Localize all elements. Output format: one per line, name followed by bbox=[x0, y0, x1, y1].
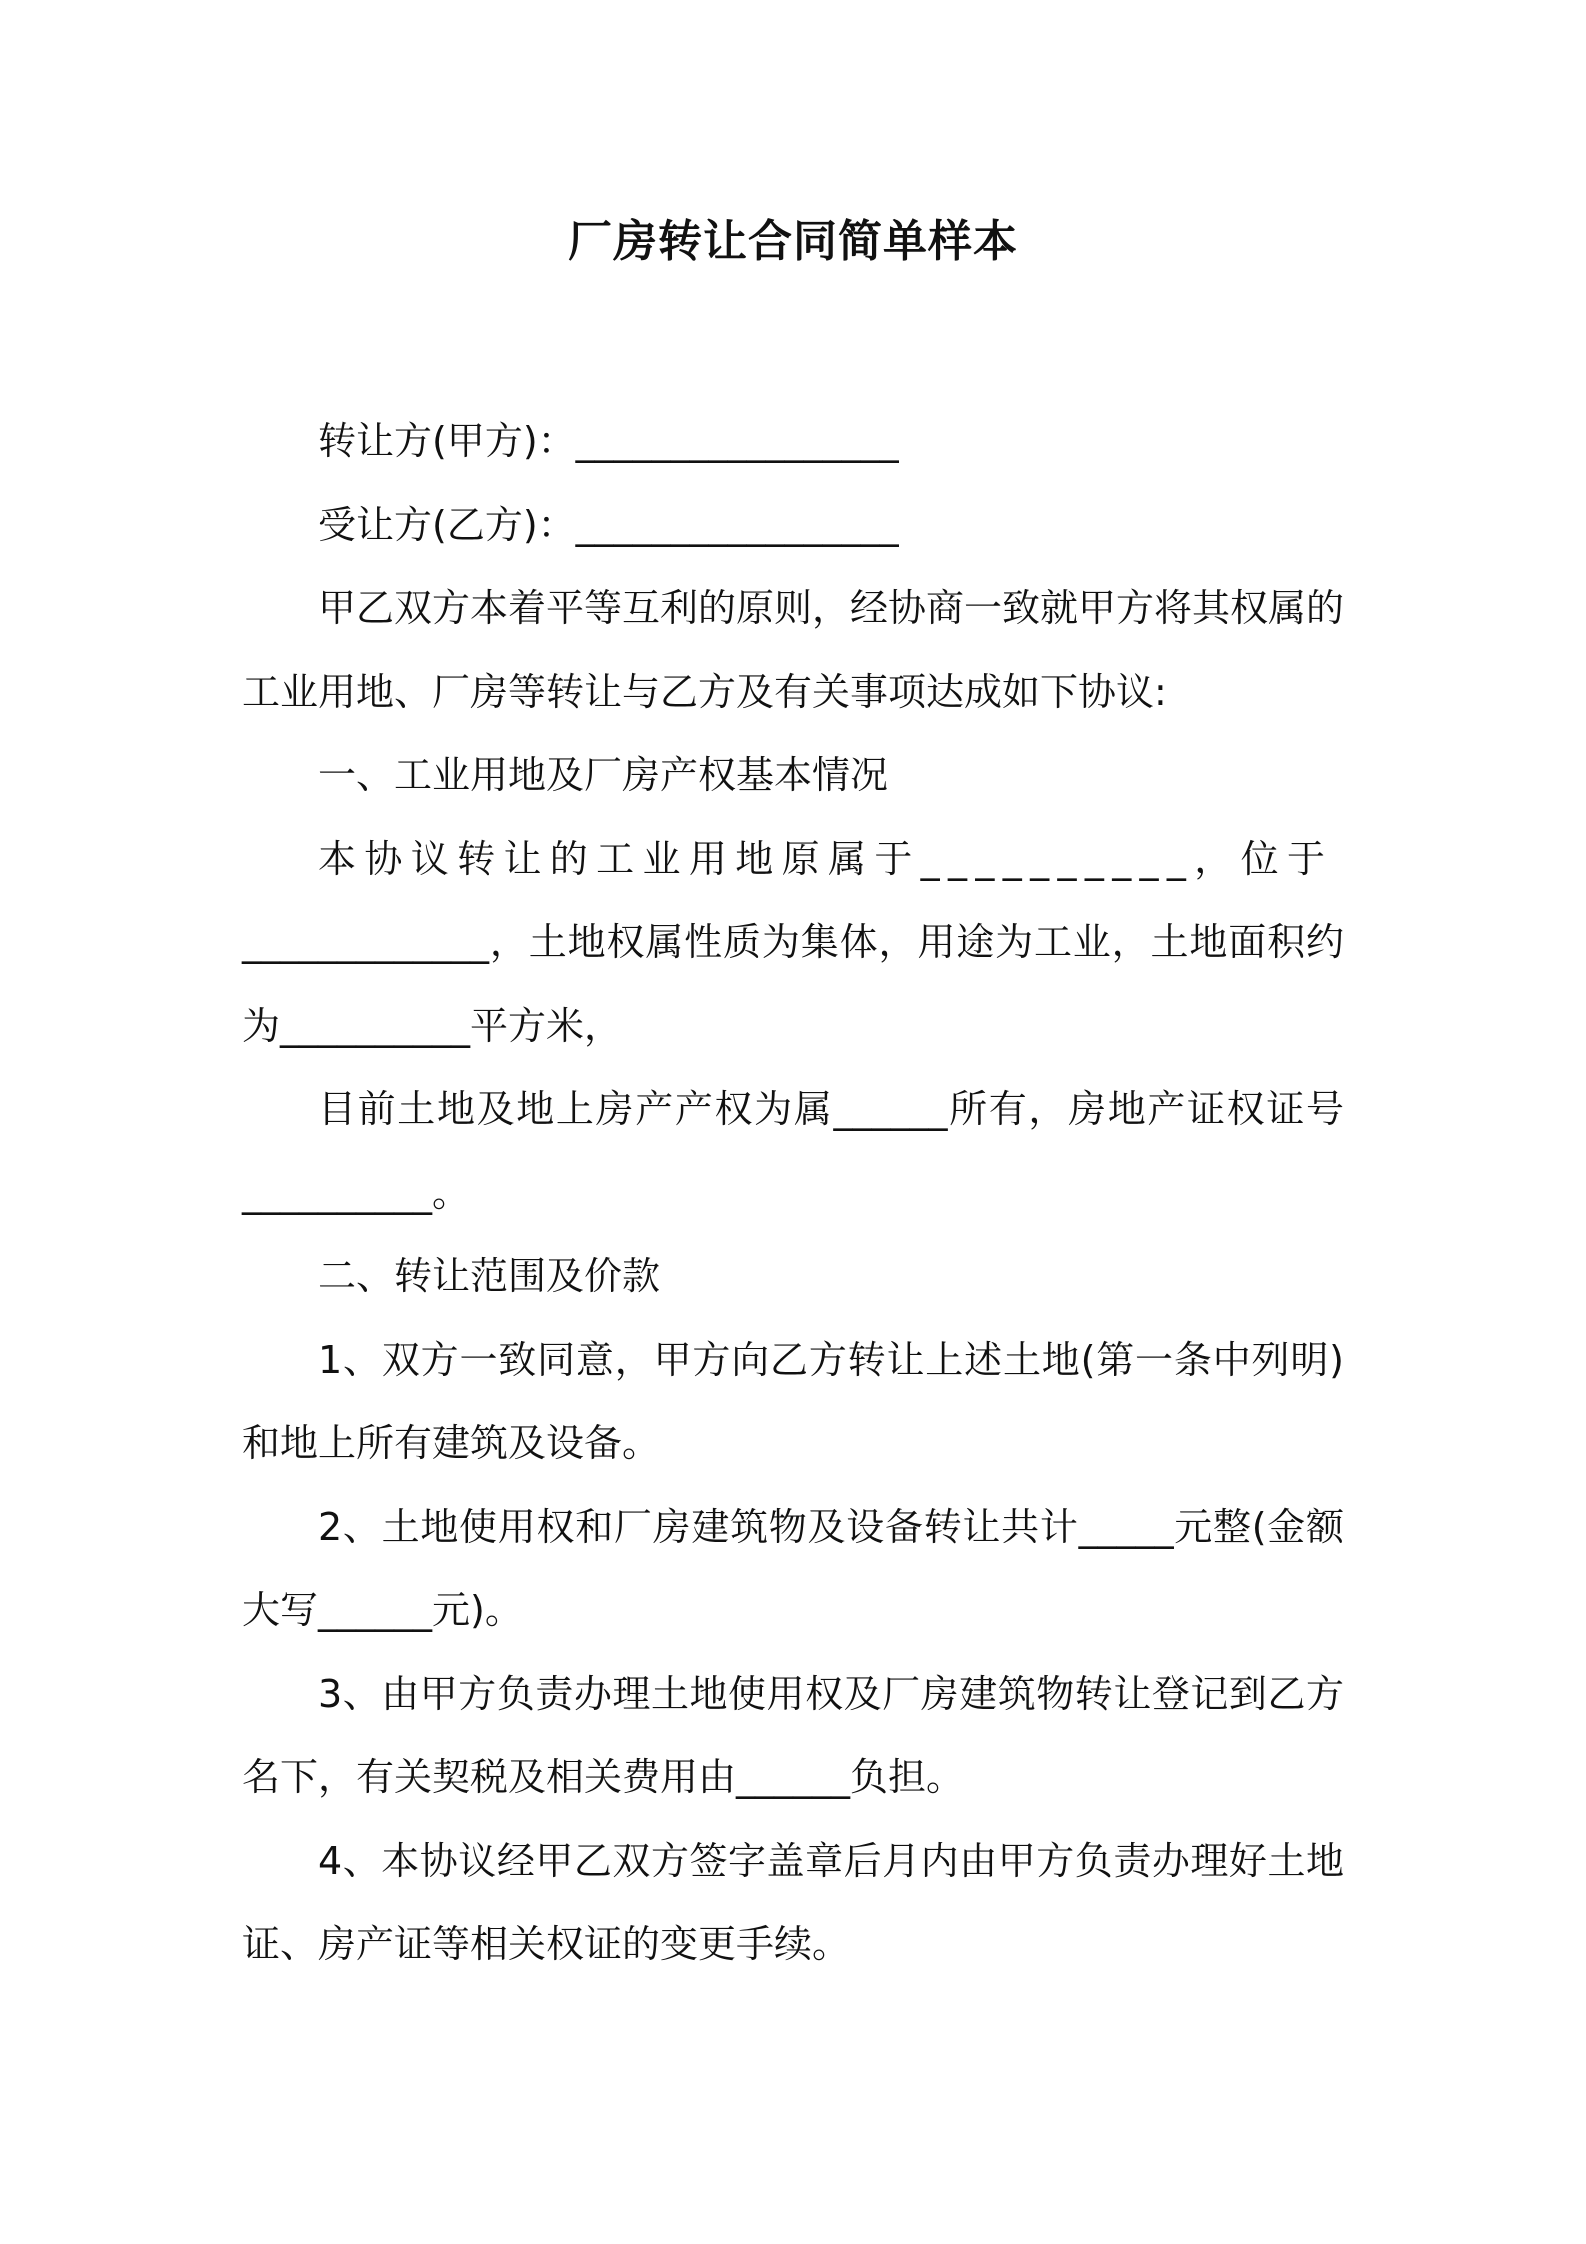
intro-paragraph: 甲乙双方本着平等互利的原则，经协商一致就甲方将其权属的工业用地、厂房等转让与乙方及有关事项达成如下协议: bbox=[242, 586, 1345, 714]
section-1-paragraph-1-lead: 本协议转让的工业用地原属于__________，位于 bbox=[318, 836, 1334, 881]
section-1-paragraph-2: 目前土地及地上房产产权为属______所有，房地产证权证号__________。 bbox=[242, 1087, 1344, 1215]
document-body bbox=[242, 400, 1344, 1987]
clause-4: 4、本协议经甲乙双方签字盖章后月内由甲方负责办理好土地证、房产证等相关权证的变更手续。 bbox=[242, 1838, 1344, 1966]
clause-2: 2、土地使用权和厂房建筑物及设备转让共计_____元整(金额大写______元)。 bbox=[242, 1504, 1344, 1632]
section-1-paragraph-1-rest: _____________，土地权属性质为集体，用途为工业，土地面积约为__________平方米， bbox=[242, 920, 1344, 1048]
clause-3: 3、由甲方负责办理土地使用权及厂房建筑物转让登记到乙方名下，有关契税及相关费用由______负担。 bbox=[242, 1671, 1344, 1799]
transferor-line: 转让方(甲方)：_________________ bbox=[318, 419, 899, 463]
section-1-heading: 一、工业用地及厂房产权基本情况 bbox=[318, 753, 889, 797]
transferee-line: 受让方(乙方)：_________________ bbox=[318, 502, 899, 547]
document-title: 厂房转让合同简单样本 bbox=[568, 216, 1018, 267]
clause-1: 1、双方一致同意，甲方向乙方转让上述土地(第一条中列明)和地上所有建筑及设备。 bbox=[242, 1337, 1344, 1465]
section-2-heading: 二、转让范围及价款 bbox=[318, 1254, 661, 1298]
